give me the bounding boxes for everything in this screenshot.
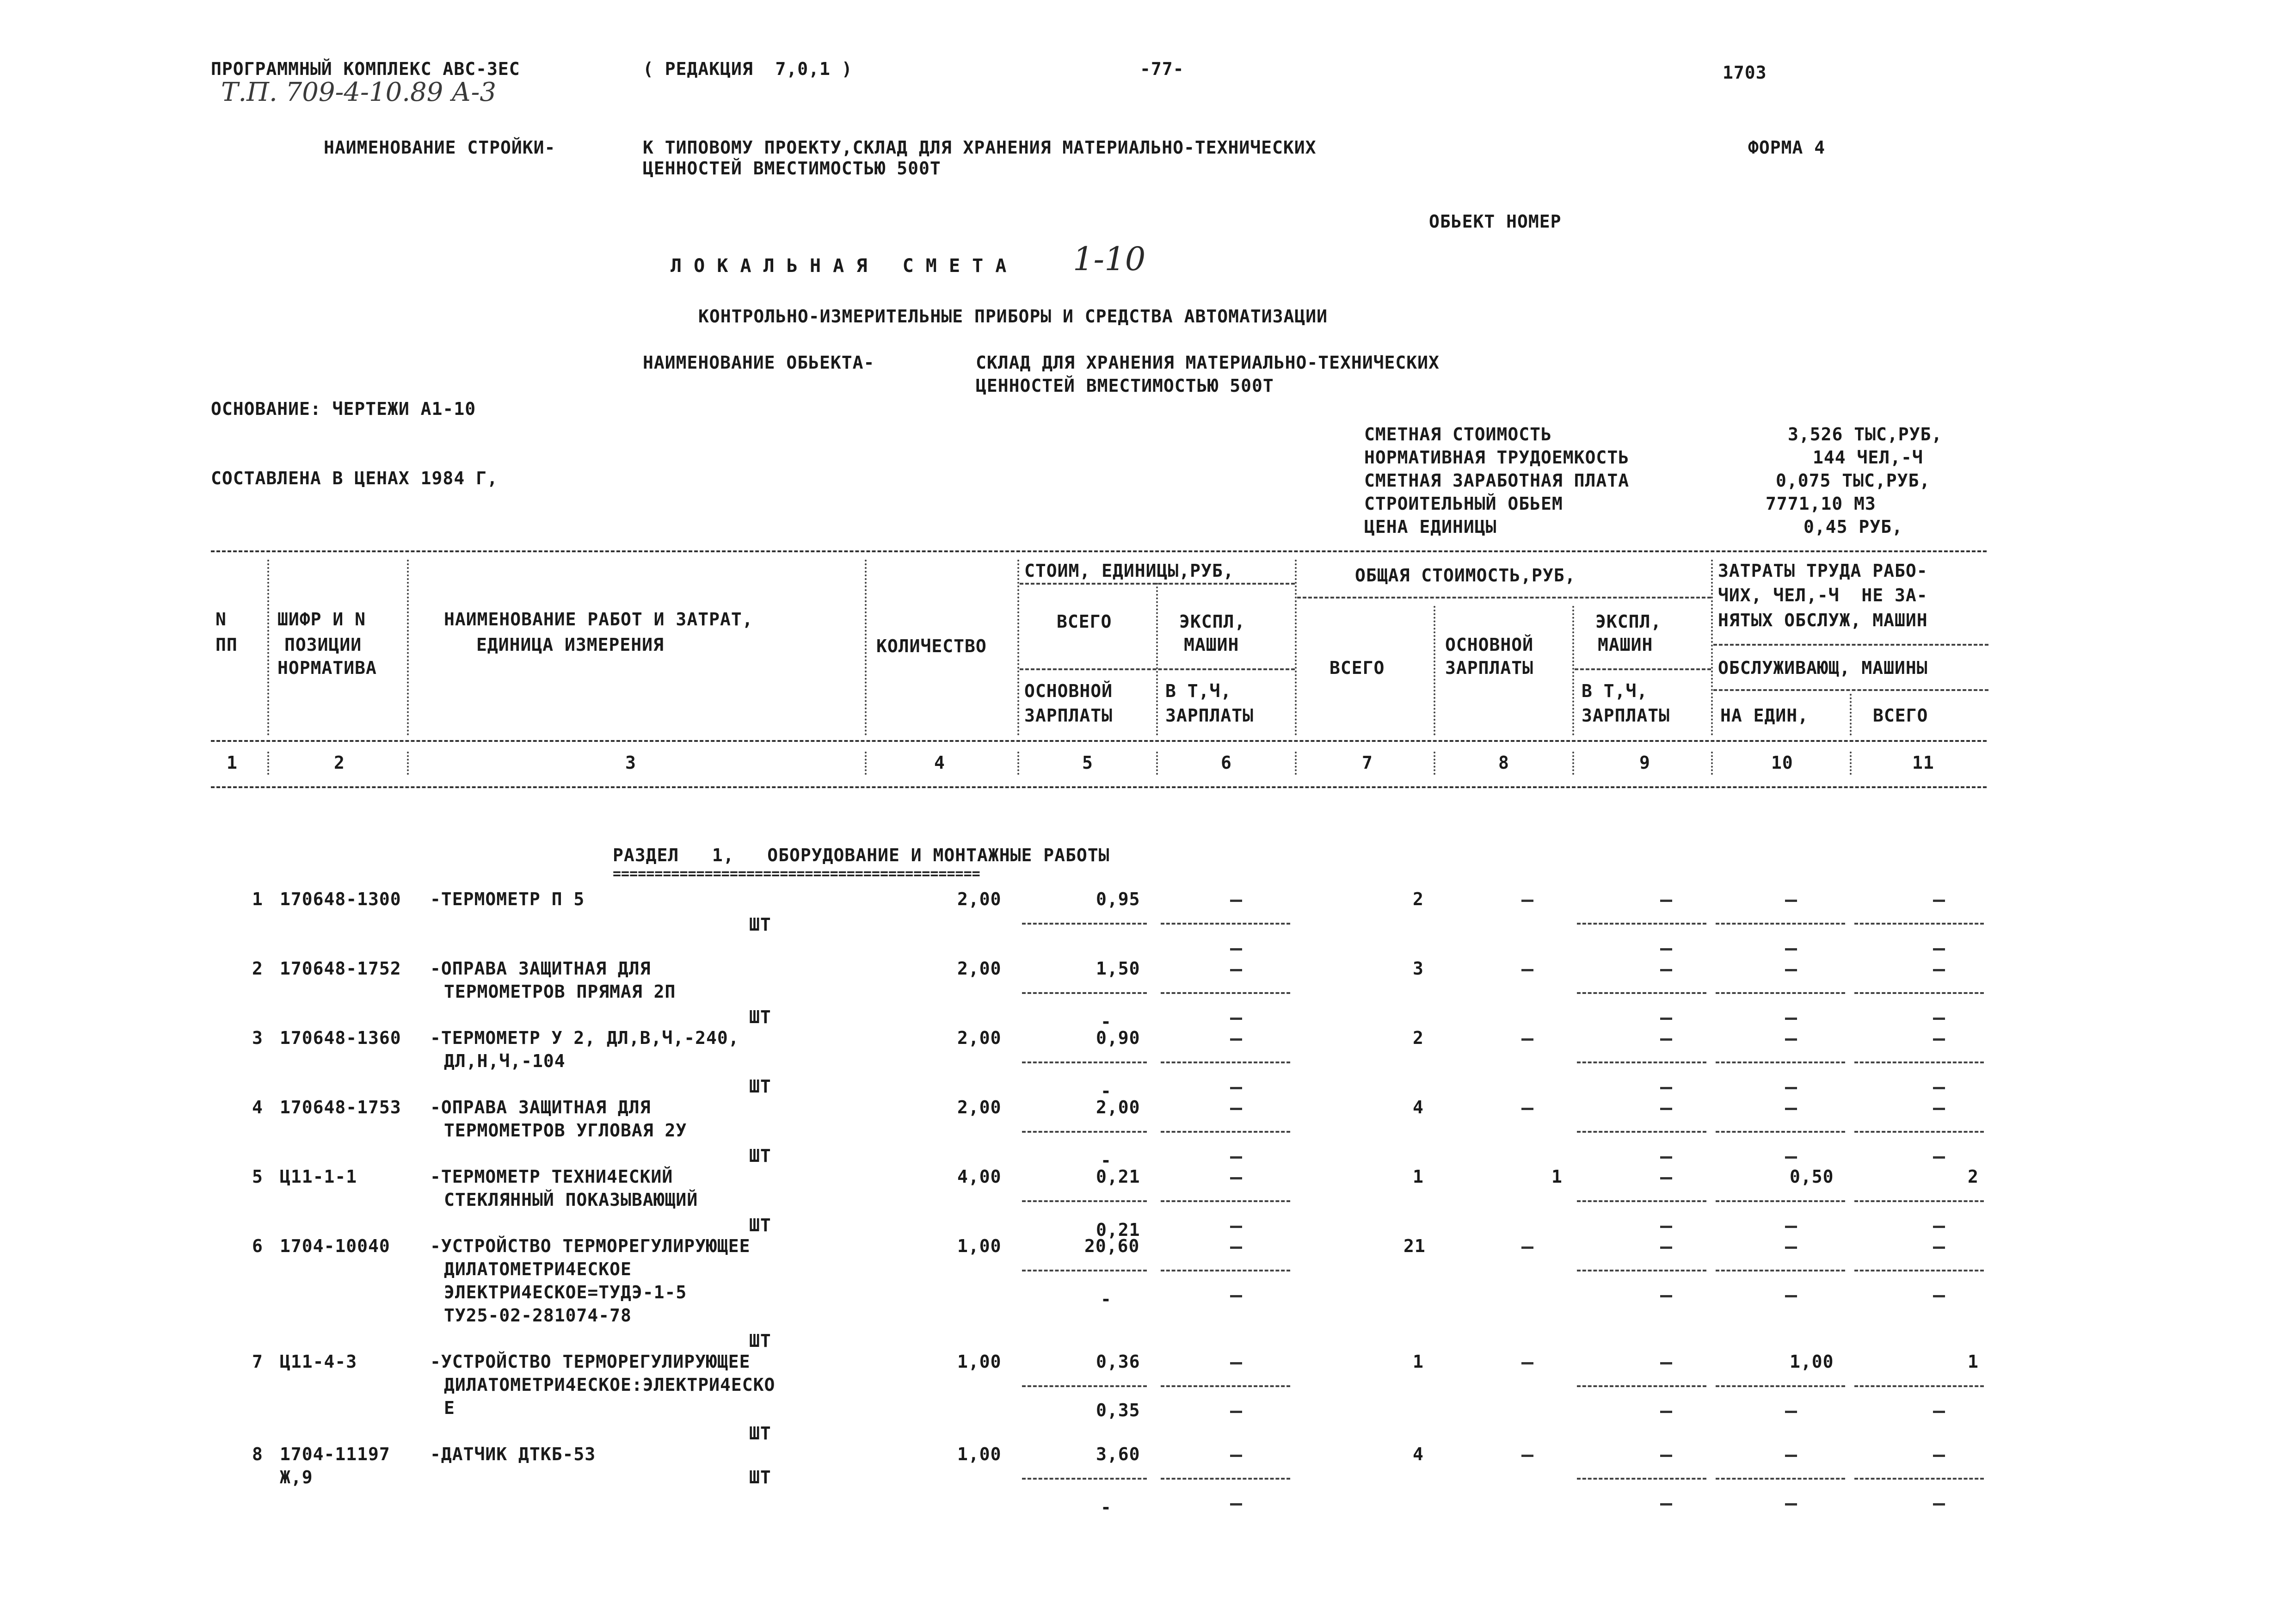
row-unit-base: - (1101, 1081, 1112, 1101)
row-sum-base-empty (1521, 900, 1533, 902)
row-unit-machines-empty (1230, 1455, 1242, 1457)
row-unit-base: 0,21 (1096, 1220, 1140, 1240)
summary-label: НОРМАТИВНАЯ ТРУДОЕМКОСТЬ (1364, 447, 1630, 468)
column-number: 10 (1771, 753, 1793, 773)
column-number: 11 (1912, 753, 1934, 773)
row-labor-total: 2 (1968, 1166, 1979, 1187)
cell-rule (1161, 1061, 1290, 1063)
header-subrule (1020, 668, 1295, 670)
column-divider (1017, 752, 1019, 775)
summary-value: 3,526 ТЫС,РУБ, (1788, 424, 1943, 444)
cell-rule (1022, 992, 1147, 994)
row-quantity: 2,00 (957, 889, 1002, 909)
cell-rule (1716, 923, 1845, 925)
cell-rule (1161, 1131, 1290, 1133)
column-number: 5 (1082, 753, 1093, 773)
column-divider (1850, 694, 1852, 735)
row-name-line: ТЕРМОМЕТРОВ ПРЯМАЯ 2П (444, 981, 676, 1002)
row-unit-total: 2,00 (1096, 1097, 1140, 1117)
row-quantity: 2,00 (957, 958, 1002, 979)
row-sum-base-empty (1521, 1455, 1533, 1457)
cell-rule (1022, 1061, 1147, 1063)
row-unit-base: - (1101, 1289, 1112, 1309)
row-sum-machines-empty (1660, 1247, 1672, 1249)
col-header-code: ПОЗИЦИИ (284, 635, 362, 655)
row-quantity: 4,00 (957, 1166, 1002, 1187)
row-labor-total-empty (1933, 948, 1945, 950)
column-number: 1 (227, 753, 238, 773)
row-name-line: ТУ25-02-281074-78 (444, 1305, 632, 1326)
object-label: НАИМЕНОВАНИЕ ОБЬЕКТА- (643, 352, 875, 373)
row-sum-machines-empty (1660, 1177, 1672, 1179)
row-unit-incl-empty (1230, 948, 1242, 950)
col-header-unit-machines: ЭКСПЛ, (1179, 611, 1246, 632)
column-divider (1572, 752, 1574, 775)
col-header-total-all: ВСЕГО (1330, 658, 1385, 678)
program-name: ПРОГРАММНЫЙ КОМПЛЕКС АВС-3ЕС (211, 59, 520, 79)
row-labor-unit-empty (1785, 1108, 1797, 1110)
col-header-unit-machines: МАШИН (1184, 635, 1239, 655)
handwritten-reference: Т.П. 709-4-10.89 А-3 (221, 77, 497, 107)
row-name-line: -ОПРАВА ЗАЩИТНАЯ ДЛЯ (430, 958, 651, 979)
row-sum-base-empty (1521, 1362, 1533, 1364)
cell-rule (1022, 1200, 1147, 1202)
row-sum-base: 1 (1551, 1166, 1563, 1187)
form-label: ФОРМА 4 (1748, 137, 1826, 158)
header-subrule (1575, 668, 1711, 670)
row-sum-machines-empty (1660, 1108, 1672, 1110)
cell-rule (1854, 1270, 1984, 1271)
column-divider (865, 560, 867, 735)
cell-rule (1022, 1270, 1147, 1271)
col-header-total-base-salary: ОСНОВНОЙ (1445, 635, 1534, 655)
row-name-line: -ТЕРМОМЕТР ТЕХНИ4ЕСКИЙ (430, 1166, 673, 1187)
cell-rule (1716, 1200, 1845, 1202)
column-divider (267, 752, 269, 775)
cell-rule (1161, 1200, 1290, 1202)
col-header-n: ПП (215, 635, 238, 655)
object-name-line1: СКЛАД ДЛЯ ХРАНЕНИЯ МАТЕРИАЛЬНО-ТЕХНИЧЕСКИХ (976, 352, 1440, 373)
row-labor-unit-empty (1785, 969, 1797, 971)
row-sum-incl-empty (1660, 948, 1672, 950)
row-unit-incl-empty (1230, 1503, 1242, 1506)
cell-rule (1022, 1478, 1147, 1480)
row-code-suffix: Ж,9 (280, 1467, 313, 1487)
row-code: 170648-1300 (280, 889, 401, 909)
row-sum-total: 21 (1403, 1236, 1426, 1256)
row-sum-total: 1 (1413, 1166, 1424, 1187)
row-unit-incl-empty (1230, 1156, 1242, 1159)
row-labor-unit-empty (1785, 1295, 1797, 1297)
row-sum-incl-empty (1660, 1503, 1672, 1506)
header-subrule (1020, 583, 1295, 585)
cell-rule (1022, 1131, 1147, 1133)
row-labor-total-empty (1933, 969, 1945, 971)
summary-label: СМЕТНАЯ СТОИМОСТЬ (1364, 424, 1552, 444)
row-labor-unit-empty (1785, 900, 1797, 902)
column-divider (1434, 752, 1435, 775)
row-unit: ШТ (749, 914, 771, 935)
column-divider (1295, 752, 1297, 775)
row-unit-total: 1,50 (1096, 958, 1140, 979)
col-header-n: N (215, 609, 227, 629)
row-name-line: -ДАТЧИК ДТКБ-53 (430, 1444, 596, 1464)
row-unit-machines-empty (1230, 900, 1242, 902)
row-quantity: 1,00 (957, 1236, 1002, 1256)
row-code: 170648-1753 (280, 1097, 401, 1117)
row-labor-total-empty (1933, 1018, 1945, 1020)
column-number: 9 (1639, 753, 1650, 773)
row-unit-machines-empty (1230, 1108, 1242, 1110)
row-sum-incl-empty (1660, 1018, 1672, 1020)
row-sum-incl-empty (1660, 1226, 1672, 1228)
col-header-labor-total: ВСЕГО (1873, 705, 1928, 726)
summary-label: СТРОИТЕЛЬНЫЙ ОБЬЕМ (1364, 494, 1563, 514)
summary-label: ЦЕНА ЕДИНИЦЫ (1364, 517, 1497, 537)
row-quantity: 2,00 (957, 1097, 1002, 1117)
row-labor-unit-empty (1785, 1038, 1797, 1041)
row-unit-machines-empty (1230, 969, 1242, 971)
cell-rule (1716, 992, 1845, 994)
col-header-total-machines: МАШИН (1598, 635, 1653, 655)
row-name-line: СТЕКЛЯННЫЙ ПОКАЗЫВАЮЩИЙ (444, 1190, 698, 1210)
summary-label: СМЕТНАЯ ЗАРАБОТНАЯ ПЛАТА (1364, 470, 1630, 491)
row-sum-base-empty (1521, 1038, 1533, 1041)
construction-name-line2: ЦЕННОСТЕЙ ВМЕСТИМОСТЬЮ 500Т (643, 158, 941, 179)
row-code: 170648-1360 (280, 1028, 401, 1048)
col-header-quantity: КОЛИЧЕСТВО (876, 636, 987, 656)
row-code: 1704-10040 (280, 1236, 390, 1256)
row-name-line: -ТЕРМОМЕТР У 2, ДЛ,В,Ч,-240, (430, 1028, 739, 1048)
row-unit-base: - (1101, 1497, 1112, 1518)
row-name-line: -УСТРОЙСТВО ТЕРМОРЕГУЛИРУЮЩЕЕ (430, 1351, 751, 1372)
cell-rule (1716, 1131, 1845, 1133)
column-divider (1156, 752, 1158, 775)
row-unit: ШТ (749, 1467, 771, 1487)
row-unit-machines-empty (1230, 1362, 1242, 1364)
header-bottom-rule (211, 740, 1987, 742)
column-divider (1295, 560, 1297, 735)
cell-rule (1854, 1478, 1984, 1480)
row-unit-total: 0,21 (1096, 1166, 1140, 1187)
col-header-total-incl-salary: В Т,Ч, (1582, 681, 1648, 701)
row-sum-machines-empty (1660, 969, 1672, 971)
col-header-labor-service: ОБСЛУЖИВАЮЩ, МАШИНЫ (1718, 658, 1928, 678)
column-number: 6 (1221, 753, 1232, 773)
header-subrule (1297, 597, 1711, 599)
row-labor-per-unit: 0,50 (1790, 1166, 1834, 1187)
row-unit-total: 0,95 (1096, 889, 1140, 909)
row-labor-total-empty (1933, 1226, 1945, 1228)
row-labor-total-empty (1933, 900, 1945, 902)
row-quantity: 1,00 (957, 1444, 1002, 1464)
summary-value: 0,075 ТЫС,РУБ, (1776, 470, 1931, 491)
table-top-rule (211, 550, 1987, 552)
col-header-total-base-salary: ЗАРПЛАТЫ (1445, 658, 1534, 678)
column-number: 7 (1362, 753, 1373, 773)
col-header-total-cost: ОБЩАЯ СТОИМОСТЬ,РУБ, (1355, 565, 1576, 586)
row-name-line: -УСТРОЙСТВО ТЕРМОРЕГУЛИРУЮЩЕЕ (430, 1236, 751, 1256)
row-labor-total-empty (1933, 1411, 1945, 1413)
row-labor-total-empty (1933, 1038, 1945, 1041)
column-number: 3 (625, 753, 636, 773)
row-number: 3 (252, 1028, 263, 1048)
cell-rule (1161, 1270, 1290, 1271)
row-sum-incl-empty (1660, 1411, 1672, 1413)
cell-rule (1716, 1061, 1845, 1063)
col-header-unit-incl-salary: ЗАРПЛАТЫ (1165, 705, 1254, 726)
row-name-line: ЭЛЕКТРИ4ЕСКОЕ=ТУДЭ-1-5 (444, 1282, 687, 1302)
row-unit-incl-empty (1230, 1411, 1242, 1413)
row-sum-total: 4 (1413, 1444, 1424, 1464)
row-unit-total: 0,36 (1096, 1351, 1140, 1372)
row-labor-unit-empty (1785, 1018, 1797, 1020)
column-divider (1711, 752, 1713, 775)
cell-rule (1577, 1200, 1706, 1202)
row-labor-unit-empty (1785, 948, 1797, 950)
row-labor-unit-empty (1785, 1503, 1797, 1506)
handwritten-estimate-number: 1-10 (1073, 240, 1146, 278)
row-labor-total-empty (1933, 1455, 1945, 1457)
row-sum-machines-empty (1660, 1362, 1672, 1364)
row-sum-total: 4 (1413, 1097, 1424, 1117)
header-subrule (1713, 689, 1988, 691)
cell-rule (1577, 923, 1706, 925)
row-name-line: Е (444, 1398, 455, 1418)
object-number-label: ОБЬЕКТ НОМЕР (1429, 211, 1562, 232)
row-unit: ШТ (749, 1007, 771, 1027)
cell-rule (1022, 1385, 1147, 1387)
row-sum-incl-empty (1660, 1295, 1672, 1297)
row-labor-unit-empty (1785, 1455, 1797, 1457)
row-labor-total-empty (1933, 1503, 1945, 1506)
row-labor-unit-empty (1785, 1156, 1797, 1159)
cell-rule (1854, 1200, 1984, 1202)
column-divider (1572, 606, 1574, 735)
row-number: 4 (252, 1097, 263, 1117)
row-labor-total-empty (1933, 1156, 1945, 1159)
row-number: 7 (252, 1351, 263, 1372)
cell-rule (1577, 992, 1706, 994)
col-header-unit-base-salary: ОСНОВНОЙ (1024, 681, 1113, 701)
row-labor-unit-empty (1785, 1247, 1797, 1249)
header-subrule (1713, 644, 1988, 646)
row-name-line: -ТЕРМОМЕТР П 5 (430, 889, 585, 909)
edition: ( РЕДАКЦИЯ 7,0,1 ) (643, 59, 853, 79)
row-sum-machines-empty (1660, 1038, 1672, 1041)
cell-rule (1161, 1478, 1290, 1480)
row-unit-incl-empty (1230, 1226, 1242, 1228)
row-labor-total-empty (1933, 1108, 1945, 1110)
col-header-labor: ЗАТРАТЫ ТРУДА РАБО- (1718, 561, 1928, 581)
column-divider (1711, 560, 1713, 735)
row-labor-total-empty (1933, 1295, 1945, 1297)
summary-value: 7771,10 М3 (1766, 494, 1876, 514)
row-sum-base-empty (1521, 1247, 1533, 1249)
cell-rule (1854, 923, 1984, 925)
row-sum-total: 2 (1413, 1028, 1424, 1048)
cell-rule (1854, 1131, 1984, 1133)
column-number: 4 (934, 753, 945, 773)
cell-rule (1716, 1478, 1845, 1480)
row-sum-total: 1 (1413, 1351, 1424, 1372)
row-name-line: ДИЛАТОМЕТРИ4ЕСКОЕ:ЭЛЕКТРИ4ЕСКО (444, 1375, 776, 1395)
row-sum-machines-empty (1660, 1455, 1672, 1457)
column-divider (1434, 606, 1435, 735)
cell-rule (1161, 992, 1290, 994)
document-number: 1703 (1723, 62, 1767, 83)
col-header-unit-incl-salary: В Т,Ч, (1165, 681, 1232, 701)
row-unit-incl-empty (1230, 1087, 1242, 1089)
cell-rule (1854, 992, 1984, 994)
summary-value: 0,45 РУБ, (1804, 517, 1903, 537)
row-sum-total: 2 (1413, 889, 1424, 909)
row-unit-total: 20,60 (1084, 1236, 1140, 1256)
cell-rule (1716, 1385, 1845, 1387)
row-labor-unit-empty (1785, 1226, 1797, 1228)
row-unit-machines-empty (1230, 1038, 1242, 1041)
cell-rule (1577, 1385, 1706, 1387)
row-unit: ШТ (749, 1215, 771, 1235)
row-name-line: ТЕРМОМЕТРОВ УГЛОВАЯ 2У (444, 1120, 687, 1141)
column-divider (407, 752, 409, 775)
col-header-total-incl-salary: ЗАРПЛАТЫ (1582, 705, 1670, 726)
row-code: 1704-11197 (280, 1444, 390, 1464)
cell-rule (1577, 1270, 1706, 1271)
row-unit: ШТ (749, 1423, 771, 1444)
construction-label: НАИМЕНОВАНИЕ СТРОЙКИ- (324, 137, 556, 158)
row-code: 170648-1752 (280, 958, 401, 979)
row-unit-total: 0,90 (1096, 1028, 1140, 1048)
row-number: 6 (252, 1236, 263, 1256)
col-header-name: НАИМЕНОВАНИЕ РАБОТ И ЗАТРАТ, (444, 609, 753, 629)
col-header-unit-base-salary: ЗАРПЛАТЫ (1024, 705, 1113, 726)
row-sum-base-empty (1521, 1108, 1533, 1110)
row-unit-total: 3,60 (1096, 1444, 1140, 1464)
row-unit-base: 0,35 (1096, 1400, 1140, 1420)
row-unit: ШТ (749, 1146, 771, 1166)
row-sum-incl-empty (1660, 1087, 1672, 1089)
cell-rule (1022, 923, 1147, 925)
column-divider (1017, 560, 1019, 735)
price-basis: СОСТАВЛЕНА В ЦЕНАХ 1984 Г, (211, 468, 498, 488)
row-quantity: 1,00 (957, 1351, 1002, 1372)
col-header-labor-per-unit: НА ЕДИН, (1720, 705, 1809, 726)
row-unit: ШТ (749, 1076, 771, 1097)
section-title: РАЗДЕЛ 1, ОБОРУДОВАНИЕ И МОНТАЖНЫЕ РАБОТЫ (613, 845, 1110, 865)
cell-rule (1161, 923, 1290, 925)
row-name-line: -ОПРАВА ЗАЩИТНАЯ ДЛЯ (430, 1097, 651, 1117)
col-header-labor: НЯТЫХ ОБСЛУЖ, МАШИН (1718, 610, 1928, 630)
row-name-line: ДЛ,Н,Ч,-104 (444, 1051, 566, 1071)
col-header-code: НОРМАТИВА (277, 658, 377, 678)
row-number: 1 (252, 889, 263, 909)
row-unit-machines-empty (1230, 1247, 1242, 1249)
row-labor-total: 1 (1968, 1351, 1979, 1372)
row-code: Ц11-4-3 (280, 1351, 357, 1372)
col-header-unit-cost: СТОИМ, ЕДИНИЦЫ,РУБ, (1024, 561, 1234, 581)
row-sum-machines-empty (1660, 900, 1672, 902)
basis: ОСНОВАНИЕ: ЧЕРТЕЖИ А1-10 (211, 399, 476, 419)
column-number: 8 (1498, 753, 1509, 773)
column-divider (1850, 752, 1852, 775)
cell-rule (1577, 1061, 1706, 1063)
row-labor-total-empty (1933, 1087, 1945, 1089)
construction-name-line1: К ТИПОВОМУ ПРОЕКТУ,СКЛАД ДЛЯ ХРАНЕНИЯ МАТЕРИАЛЬНО-ТЕХНИЧЕСКИХ (643, 137, 1317, 158)
page-number: -77- (1140, 59, 1184, 79)
cell-rule (1577, 1478, 1706, 1480)
row-code: Ц11-1-1 (280, 1166, 357, 1187)
section-underline: ============================================ (613, 866, 980, 882)
object-name-line2: ЦЕННОСТЕЙ ВМЕСТИМОСТЬЮ 500Т (976, 376, 1274, 396)
column-divider (1156, 583, 1158, 735)
column-divider (267, 560, 269, 735)
row-name-line: ДИЛАТОМЕТРИ4ЕСКОЕ (444, 1259, 632, 1279)
cell-rule (1716, 1270, 1845, 1271)
row-unit-incl-empty (1230, 1018, 1242, 1020)
row-unit-machines-empty (1230, 1177, 1242, 1179)
cell-rule (1854, 1385, 1984, 1387)
row-number: 8 (252, 1444, 263, 1464)
row-unit-incl-empty (1230, 1295, 1242, 1297)
column-divider (407, 560, 409, 735)
column-number-rule (211, 786, 1987, 788)
estimate-subtitle: КОНТРОЛЬНО-ИЗМЕРИТЕЛЬНЫЕ ПРИБОРЫ И СРЕДСТВА АВТОМАТИЗАЦИИ (698, 306, 1328, 327)
row-number: 2 (252, 958, 263, 979)
col-header-name: ЕДИНИЦА ИЗМЕРЕНИЯ (476, 635, 664, 655)
estimate-title: Л О К А Л Ь Н А Я С М Е Т А (671, 255, 1007, 277)
cell-rule (1854, 1061, 1984, 1063)
row-labor-total-empty (1933, 1247, 1945, 1249)
column-number: 2 (334, 753, 345, 773)
cell-rule (1577, 1131, 1706, 1133)
row-unit: ШТ (749, 1331, 771, 1351)
col-header-labor: ЧИХ, ЧЕЛ,-Ч НЕ ЗА- (1718, 585, 1928, 605)
col-header-total-machines: ЭКСПЛ, (1595, 611, 1662, 632)
row-unit-base: - (1101, 1150, 1112, 1171)
col-header-unit-total: ВСЕГО (1057, 611, 1112, 632)
row-labor-unit-empty (1785, 1411, 1797, 1413)
row-labor-per-unit: 1,00 (1790, 1351, 1834, 1372)
cell-rule (1161, 1385, 1290, 1387)
row-unit-base: - (1101, 1012, 1112, 1032)
row-number: 5 (252, 1166, 263, 1187)
row-labor-unit-empty (1785, 1087, 1797, 1089)
row-sum-base-empty (1521, 969, 1533, 971)
column-divider (865, 752, 867, 775)
row-sum-total: 3 (1413, 958, 1424, 979)
summary-value: 144 ЧЕЛ,-Ч (1813, 447, 1923, 468)
row-quantity: 2,00 (957, 1028, 1002, 1048)
col-header-code: ШИФР И N (277, 609, 366, 629)
row-sum-incl-empty (1660, 1156, 1672, 1159)
